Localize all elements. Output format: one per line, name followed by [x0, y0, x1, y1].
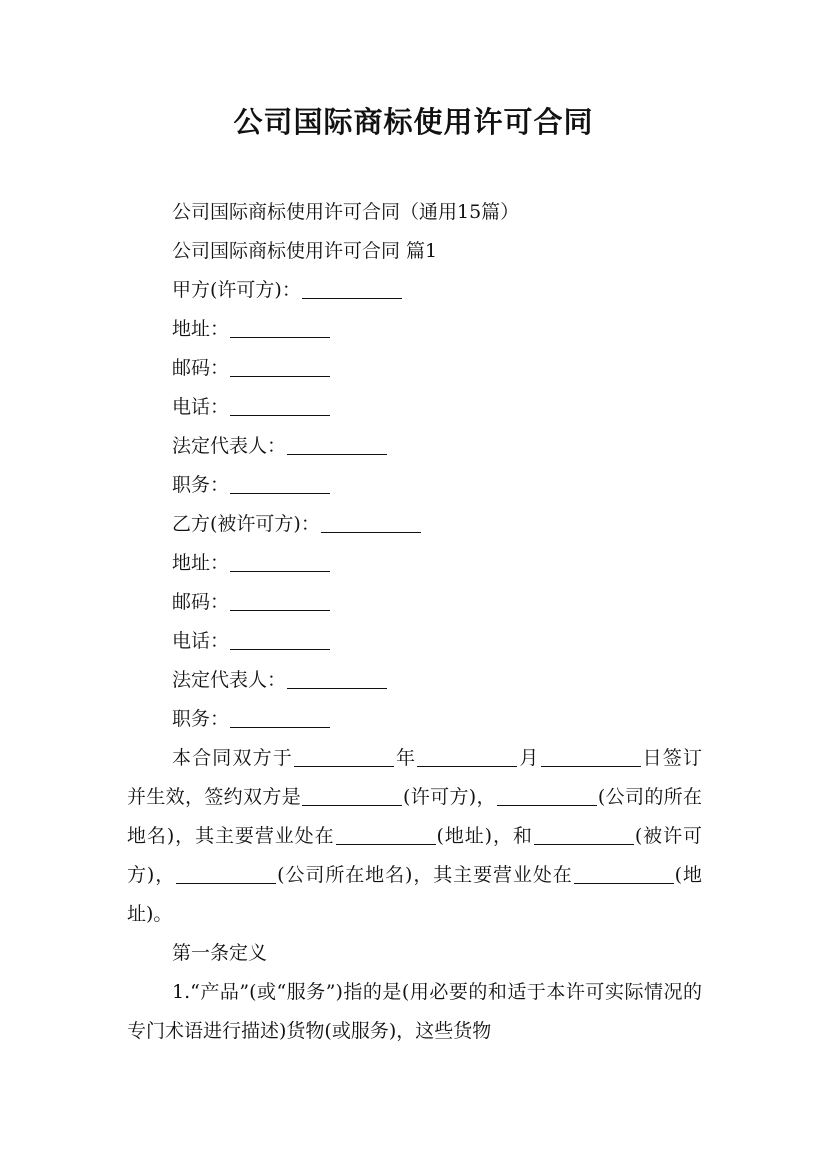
blank-underline [336, 825, 436, 845]
document-subtitle: 公司国际商标使用许可合同（通用15篇） [172, 201, 520, 223]
party-b-postcode-line [127, 583, 702, 622]
blank-underline [287, 669, 387, 689]
blank-underline [230, 552, 330, 572]
party-a-postcode-label: 邮码： [172, 357, 230, 379]
party-a-position-label: 职务： [172, 474, 230, 496]
blank-underline [294, 747, 394, 767]
intro-text: 本合同双方于 [172, 747, 293, 769]
intro-text: (地址)，和 [436, 825, 533, 847]
document-title: 公司国际商标使用许可合同 [233, 105, 594, 139]
party-a-line [127, 271, 702, 310]
blank-underline [230, 396, 330, 416]
blank-underline [574, 864, 674, 884]
blank-underline [287, 435, 387, 455]
intro-text: (地址)。 [127, 864, 703, 925]
document-body [127, 193, 702, 1051]
party-b-phone-line [127, 622, 702, 661]
party-b-label: 乙方(被许可方)： [172, 513, 320, 535]
party-b-phone-label: 电话： [172, 630, 230, 652]
party-a-label: 甲方(许可方)： [172, 279, 301, 301]
blank-underline [321, 513, 421, 533]
intro-text: 年 [394, 747, 417, 769]
party-a-legal-rep-line [127, 427, 702, 466]
intro-paragraph [127, 739, 702, 934]
party-a-phone-line [127, 388, 702, 427]
party-b-address-label: 地址： [172, 552, 230, 574]
party-b-line [127, 505, 702, 544]
blank-underline [541, 747, 641, 767]
blank-underline [497, 786, 597, 806]
party-b-address-line [127, 544, 702, 583]
party-b-legal-rep-line [127, 661, 702, 700]
party-a-phone-label: 电话： [172, 396, 230, 418]
blank-underline [230, 357, 330, 377]
article-1-heading: 第一条定义 [172, 942, 268, 964]
blank-underline [302, 279, 402, 299]
blank-underline [302, 786, 402, 806]
intro-text: 月 [518, 747, 540, 769]
blank-underline [230, 474, 330, 494]
party-b-legal-rep-label: 法定代表人： [172, 669, 287, 691]
party-b-position-line [127, 700, 702, 739]
party-a-address-label: 地址： [172, 318, 230, 340]
intro-text: (公司所在地名)，其主要营业处在 [277, 864, 573, 886]
intro-text: (公司的所在地名)，其主要营业处在 [127, 786, 702, 847]
blank-underline [176, 864, 276, 884]
party-a-position-line [127, 466, 702, 505]
party-b-postcode-label: 邮码： [172, 591, 230, 613]
article-1-paragraph: 1.“产品”(或“服务”)指的是(用必要的和适于本许可实际情况的专门术语进行描述)货物(或服务)，这些货物 [127, 981, 702, 1042]
blank-underline [534, 825, 634, 845]
blank-underline [230, 318, 330, 338]
intro-text: (许可方)， [403, 786, 496, 808]
party-a-address-line [127, 310, 702, 349]
party-a-postcode-line [127, 349, 702, 388]
blank-underline [417, 747, 517, 767]
blank-underline [230, 591, 330, 611]
blank-underline [230, 630, 330, 650]
intro-text: 日签订并生效，签约双方是 [127, 747, 702, 808]
party-b-position-label: 职务： [172, 708, 230, 730]
intro-text: (被许可方)， [127, 825, 702, 886]
party-a-legal-rep-label: 法定代表人： [172, 435, 287, 457]
section-heading: 公司国际商标使用许可合同 篇1 [172, 240, 438, 262]
blank-underline [230, 708, 330, 728]
